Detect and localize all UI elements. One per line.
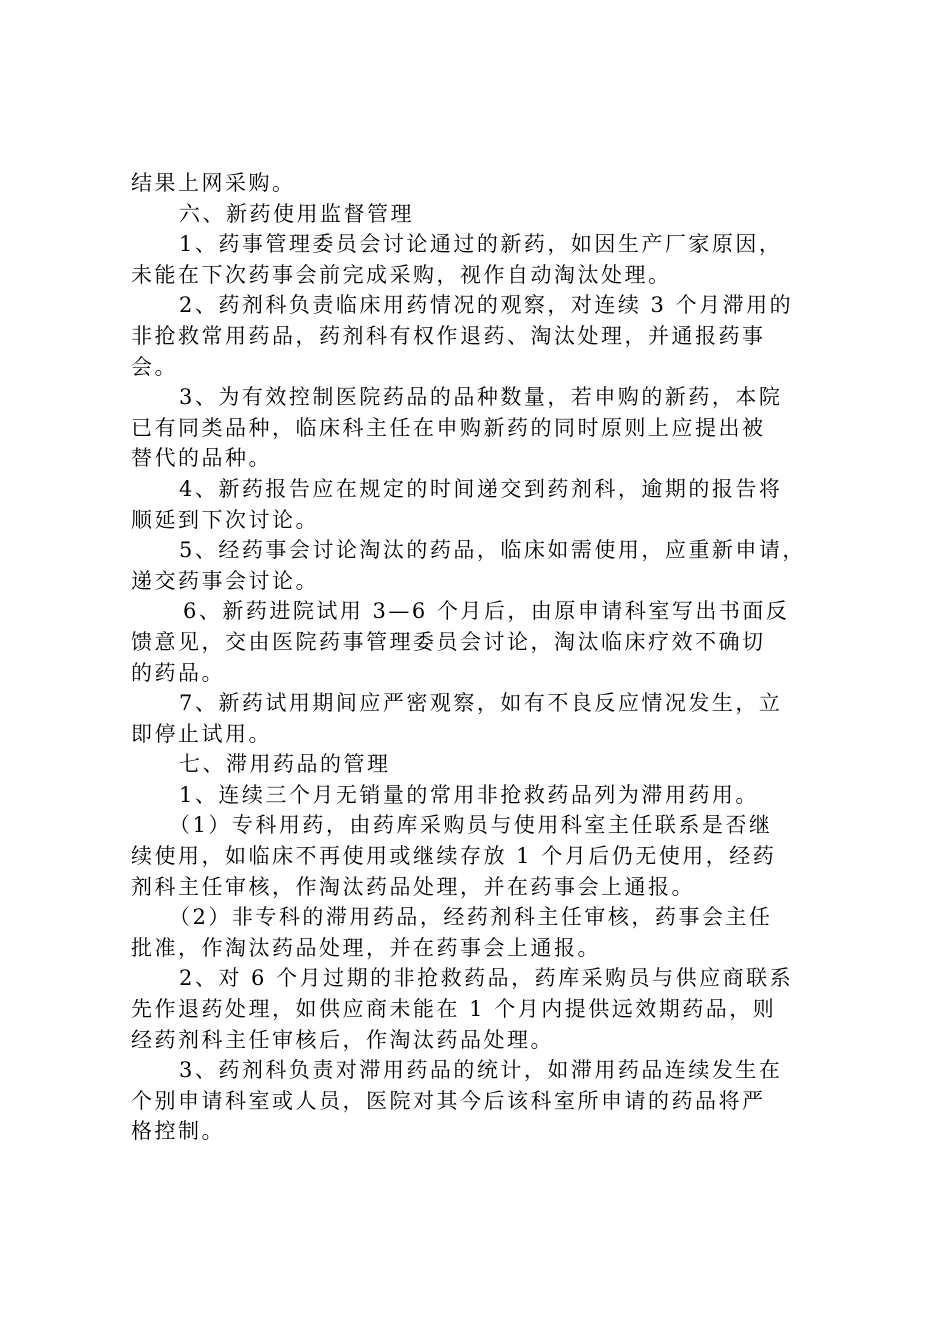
text-line: 2、对 6 个月过期的非抢救药品，药库采购员与供应商联系	[179, 966, 794, 991]
text-line: 1、药事管理委员会讨论通过的新药，如因生产厂家原因，	[179, 232, 783, 257]
text-line: 1、连续三个月无销量的常用非抢救药品列为滞用药用。	[179, 782, 759, 807]
text-line: 替代的品种。	[131, 446, 272, 471]
text-line: 2、药剂科负责临床用药情况的观察，对连续 3 个月滞用的	[179, 293, 794, 318]
text-line: 顺延到下次讨论。	[131, 507, 319, 532]
text-line: 先作退药处理，如供应商未能在 1 个月内提供远效期药品，则	[131, 997, 777, 1022]
text-line: 格控制。	[131, 1119, 225, 1144]
text-line: 结果上网采购。	[131, 171, 296, 195]
text-line: 3、为有效控制医院药品的品种数量，若申购的新药，本院	[179, 385, 783, 410]
text-line: 3、药剂科负责对滞用药品的统计，如滞用药品连续发生在	[179, 1058, 783, 1083]
text-line: 4、新药报告应在规定的时间递交到药剂科，逾期的报告将	[179, 476, 783, 501]
text-line: 馈意见，交由医院药事管理委员会讨论，淘汰临床疗效不确切	[131, 629, 766, 654]
text-line: 剂科主任审核，作淘汰药品处理，并在药事会上通报。	[131, 874, 695, 899]
text-line: 批准，作淘汰药品处理，并在药事会上通报。	[131, 935, 601, 960]
text-line: 个别申请科室或人员，医院对其今后该科室所申请的药品将严	[131, 1088, 766, 1113]
text-line: 已有同类品种，临床科主任在申购新药的同时原则上应提出被	[131, 415, 766, 440]
text-line: 经药剂科主任审核后，作淘汰药品处理。	[131, 1027, 554, 1052]
document-body	[131, 168, 831, 1147]
text-line: 未能在下次药事会前完成采购，视作自动淘汰处理。	[131, 262, 672, 287]
text-line: 递交药事会讨论。	[131, 568, 319, 593]
text-line: 6、新药进院试用 3—6 个月后，由原申请科室写出书面反	[183, 599, 790, 624]
text-line: 的药品。	[131, 660, 225, 685]
text-line: 即停止试用。	[131, 721, 272, 746]
text-line: 会。	[131, 354, 178, 379]
text-line: 7、新药试用期间应严密观察，如有不良反应情况发生，立	[179, 691, 783, 716]
text-line: （2）非专科的滞用药品，经药剂科主任审核，药事会主任	[169, 905, 773, 930]
text-line: 5、经药事会讨论淘汰的药品，临床如需使用，应重新申请，	[179, 538, 806, 563]
section-heading: 七、滞用药品的管理	[179, 752, 391, 777]
text-line: 非抢救常用药品，药剂科有权作退药、淘汰处理，并通报药事	[131, 323, 766, 348]
section-heading: 六、新药使用监督管理	[179, 201, 414, 226]
text-line: 续使用，如临床不再使用或继续存放 1 个月后仍无使用，经药	[131, 844, 777, 869]
text-line: （1）专科用药，由药库采购员与使用科室主任联系是否继	[169, 813, 773, 838]
